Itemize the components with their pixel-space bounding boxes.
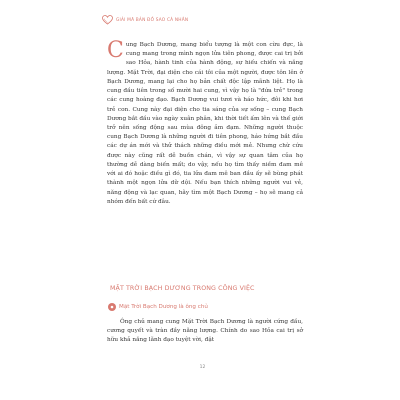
subheading-text: Mặt Trời Bạch Dương là ông chủ xyxy=(119,304,208,310)
book-page xyxy=(84,0,321,400)
section-text: Ông chủ mang cung Mặt Trời Bạch Dương là người cứng đầu, cương quyết và tràn đầy năng lượng. Chính do sao Hỏa cai trị sở hữu khả năng lãnh đạo tuyệt vời, đặt xyxy=(107,319,303,344)
page-number: 12 xyxy=(199,365,206,370)
intro-paragraph xyxy=(107,38,303,207)
running-header xyxy=(102,14,188,26)
running-header-title: GIẢI MÃ BẢN ĐỒ SAO CÁ NHÂN xyxy=(116,17,189,23)
subheading xyxy=(108,303,208,311)
intro-text: ung Bạch Dương, mang biểu tượng là một con cừu đực, là cung mang trong mình ngọn lửa tiên phong, được cai trị bởi sao Hỏa, hành tinh của hành động, sự hiếu chiến và năng lượng. Mặt Trời, đại diện cho cái tôi của một người, được tôn lên ở Bạch Dương, mang lại cho họ bản chất độc lập mãnh liệt. Họ là cung đầu tiên trong số mười hai cung, vì vậy họ là "đứa trẻ" trong các cung hoàng đạo. Bạch Dương vui tươi và háo hức, đôi khi hơi trẻ con. Cung này đại diện cho tia sáng của sự sống – cung Bạch Dương bắt đầu vào ngày xuân phân, khi thời tiết ấm lên và thế giới trở nên sống động sau mùa đông ảm đạm. Những người thuộc cung Bạch Dương là những người đi tiên phong, háo hứng bắt đầu các dự án mới và thử thách những điều mới mẻ. Nhưng chừ cứu được này cũng rất dễ buồn chán, vì vậy sự quan tâm của họ thường dễ dàng biến mất; do vậy, nếu họ tìm thấy niềm đam mê với ai đó hoặc điều gì đó, tia lửa đam mê ban đầu ấy sẽ bùng phát thành một ngọn lửa dữ dội. Nếu bạn thích những người vui vẻ, năng động và lạc quan, hãy tìm một Bạch Dương – họ sẽ mang cả nhóm đến bất cứ đâu. xyxy=(107,42,303,205)
sun-bullet-icon xyxy=(108,303,116,311)
section-paragraph xyxy=(107,318,303,346)
section-heading: MẶT TRỜI BẠCH DƯƠNG TRONG CÔNG VIỆC xyxy=(110,285,255,292)
heart-icon xyxy=(102,15,113,25)
drop-cap: C xyxy=(107,38,124,63)
